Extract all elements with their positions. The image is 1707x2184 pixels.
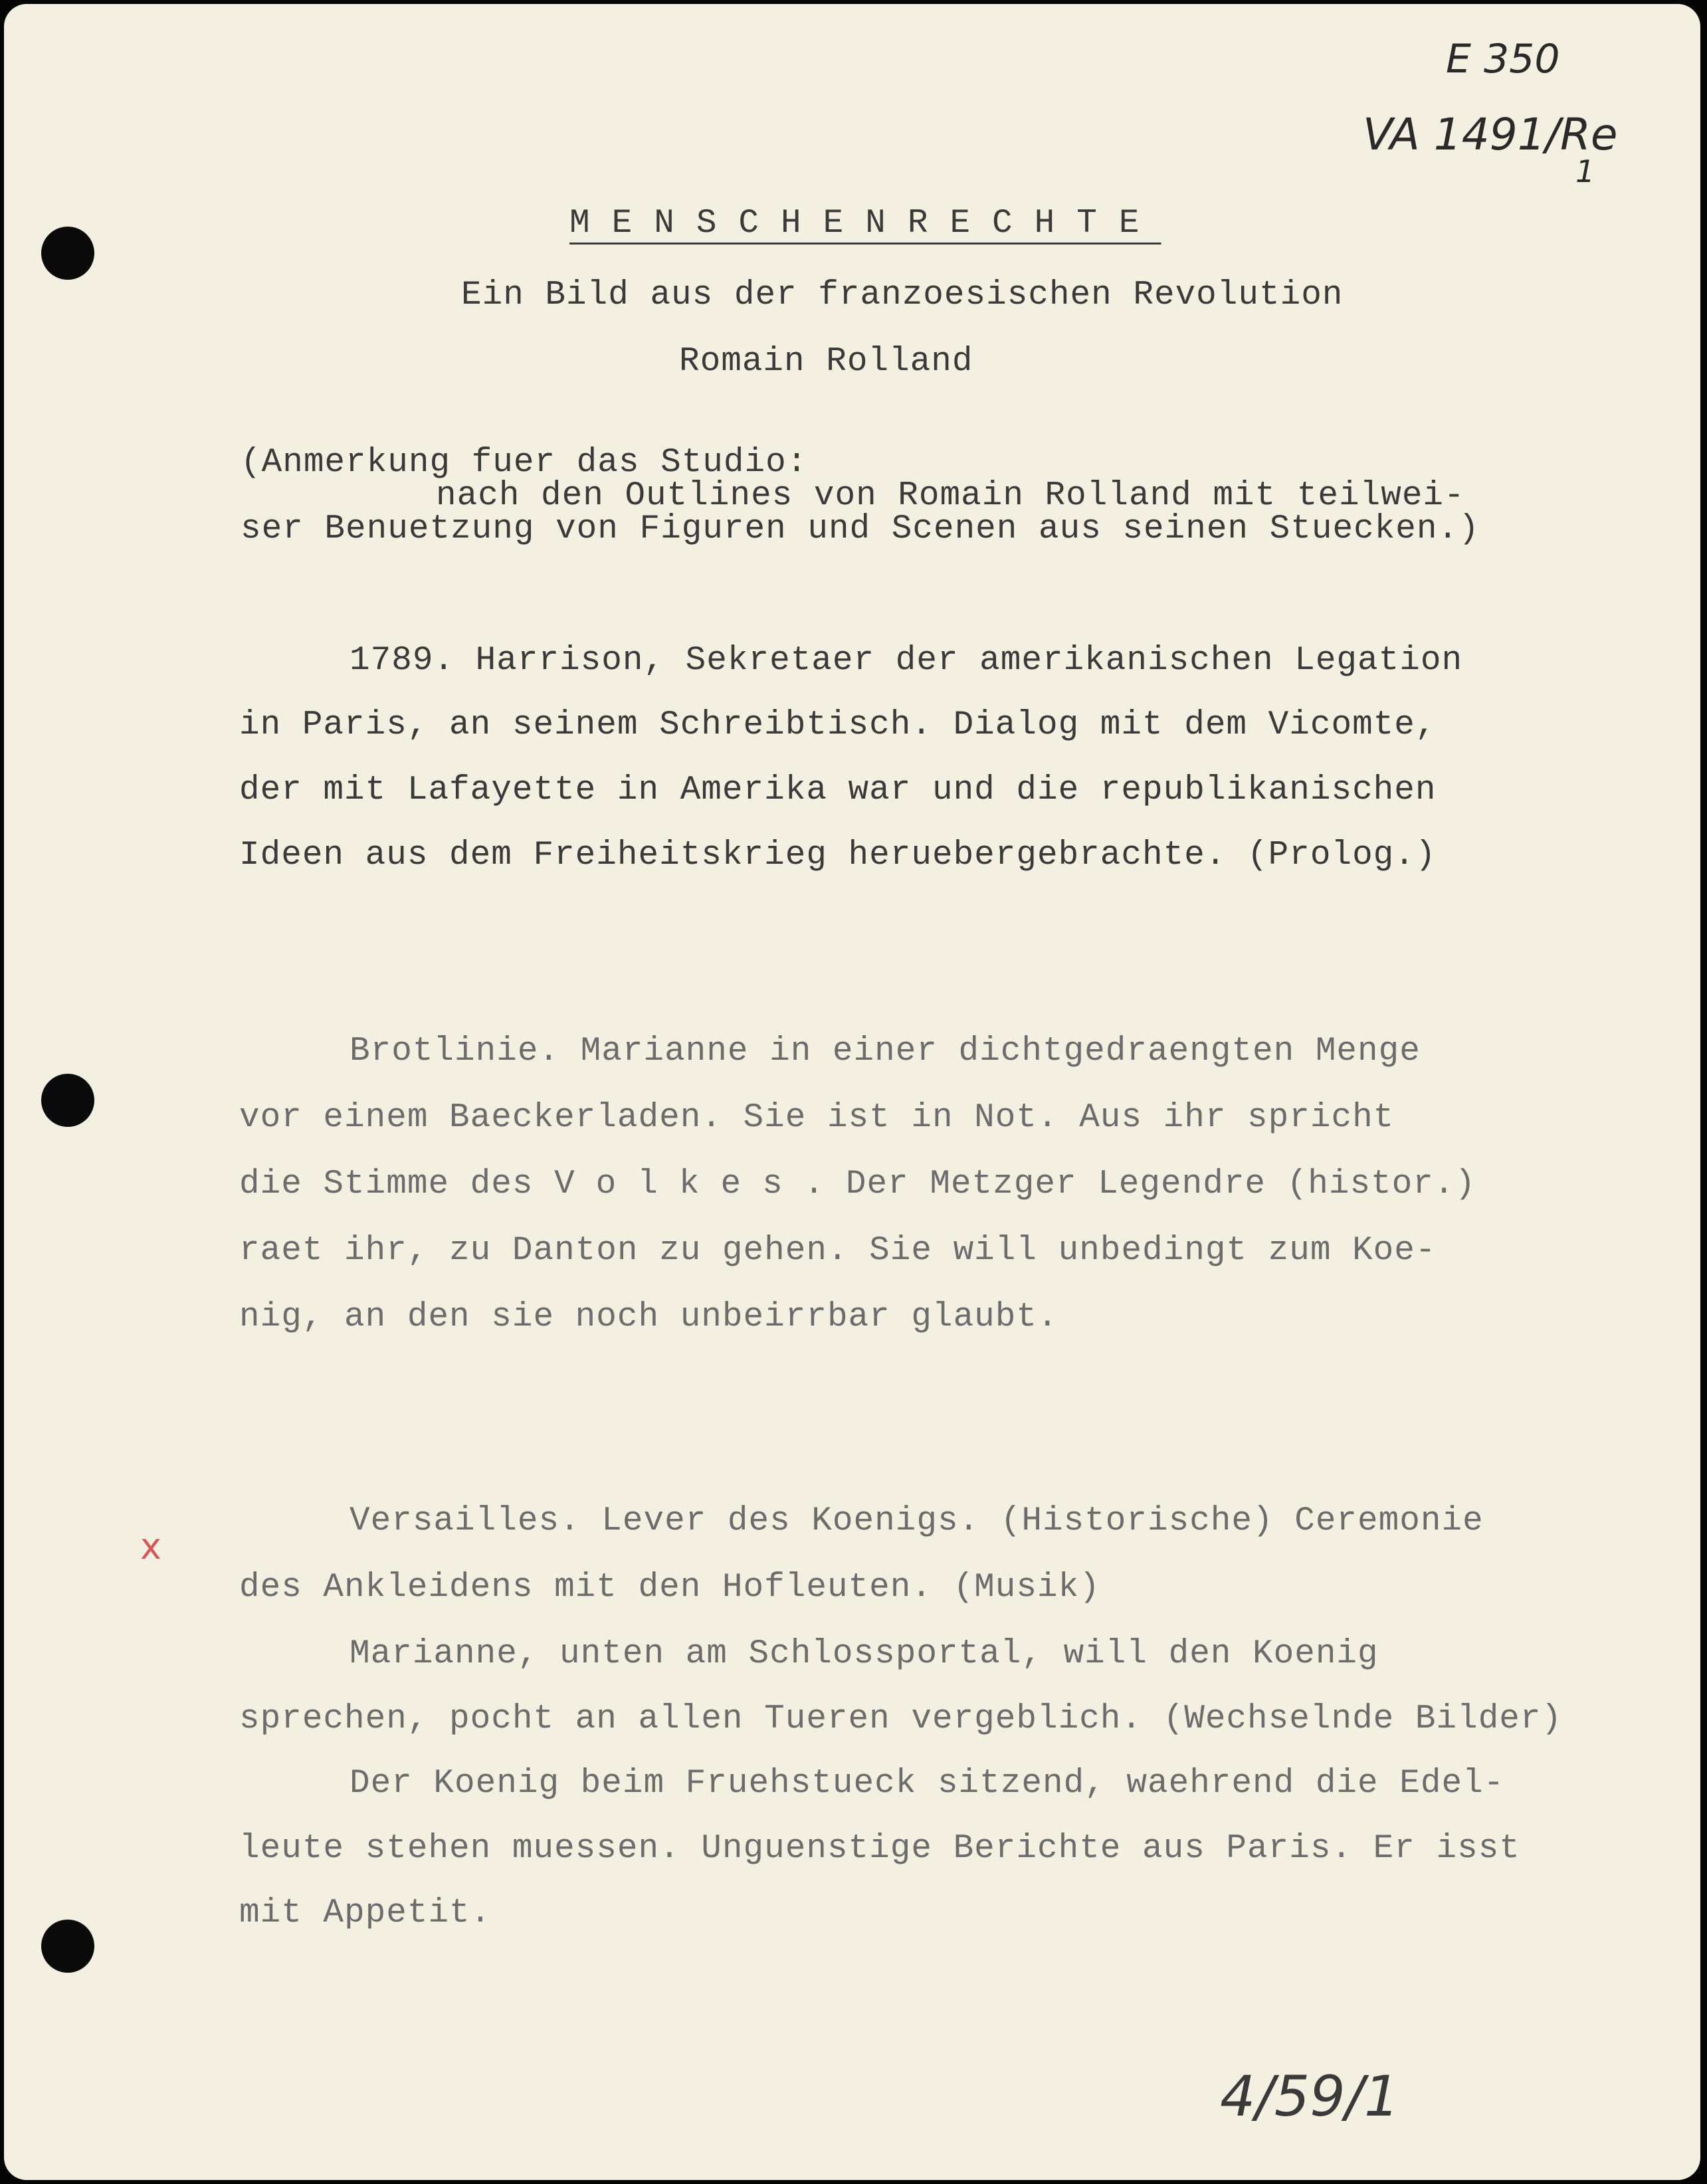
scene2-line-1: Brotlinie. Marianne in einer dichtgedraengten Menge xyxy=(350,1033,1421,1070)
scene2-line-3-end: . Der Metzger Legendre (histor.) xyxy=(803,1165,1476,1203)
scene1-line-1: 1789. Harrison, Sekretaer der amerikanischen Legation xyxy=(350,642,1463,680)
scene3-line-3: Marianne, unten am Schlossportal, will den Koenig xyxy=(350,1635,1379,1673)
scene3-line-6: leute stehen muessen. Unguenstige Berichte aus Paris. Er isst xyxy=(239,1830,1520,1868)
punch-hole-bottom xyxy=(41,1920,94,1973)
scene2-line-4: raet ihr, zu Danton zu gehen. Sie will unbedingt zum Koe- xyxy=(239,1232,1437,1270)
scene1-line-3: der mit Lafayette in Amerika war und die republikanischen xyxy=(239,771,1437,809)
page-number-handwritten: 4/59/1 xyxy=(1220,2064,1400,2129)
scene2-line-3-start: die Stimme des xyxy=(239,1165,555,1203)
document-subtitle: Ein Bild aus der franzoesischen Revolution xyxy=(461,276,1344,314)
studio-note-line-3: ser Benuetzung von Figuren und Scenen aus seinen Stuecken.) xyxy=(241,510,1480,548)
typescript-page xyxy=(4,4,1700,2180)
red-margin-mark: x xyxy=(140,1526,161,1567)
scene3-line-7: mit Appetit. xyxy=(239,1894,492,1932)
punch-hole-top xyxy=(41,227,94,280)
studio-note-line-1: (Anmerkung fuer das Studio: xyxy=(241,444,808,482)
scene2-line-3 xyxy=(239,1165,1476,1203)
archive-code-sub: 1 xyxy=(1575,153,1595,189)
document-author: Romain Rolland xyxy=(679,343,973,381)
scene1-line-4: Ideen aus dem Freiheitskrieg heruebergebrachte. (Prolog.) xyxy=(239,837,1437,874)
scene2-spaced-word: Volkes xyxy=(554,1165,804,1203)
archive-code-top: E 350 xyxy=(1446,36,1560,82)
scene3-line-5: Der Koenig beim Fruehstueck sitzend, waehrend die Edel- xyxy=(350,1765,1505,1803)
scene2-line-2: vor einem Baeckerladen. Sie ist in Not. Aus ihr spricht xyxy=(239,1099,1395,1137)
scene2-line-5: nig, an den sie noch unbeirrbar glaubt. xyxy=(239,1298,1058,1336)
studio-note-line-2: nach den Outlines von Romain Rolland mit teilwei- xyxy=(436,477,1465,515)
punch-hole-middle xyxy=(41,1074,94,1127)
document-title: MENSCHENRECHTE xyxy=(569,205,1161,243)
scene3-line-4: sprechen, pocht an allen Tueren vergeblich. (Wechselnde Bilder) xyxy=(239,1700,1563,1738)
scene3-line-2: des Ankleidens mit den Hofleuten. (Musik) xyxy=(239,1569,1100,1607)
scene1-line-2: in Paris, an seinem Schreibtisch. Dialog mit dem Vicomte, xyxy=(239,706,1437,744)
scene3-line-1: Versailles. Lever des Koenigs. (Historische) Ceremonie xyxy=(350,1502,1484,1540)
archive-code-second: VA 1491/Re xyxy=(1363,109,1618,160)
